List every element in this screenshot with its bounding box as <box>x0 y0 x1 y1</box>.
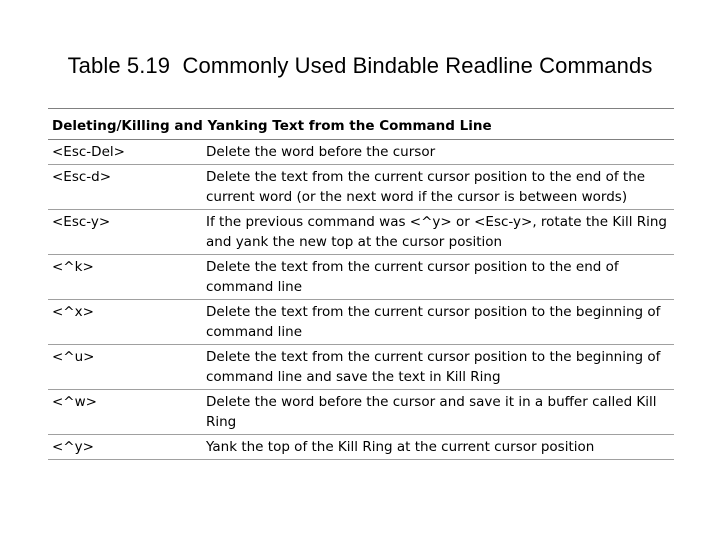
command-key: <^x> <box>48 300 200 345</box>
readline-commands-table <box>48 108 674 460</box>
table-header-row <box>48 109 674 140</box>
command-key: <Esc-y> <box>48 210 200 255</box>
command-key: <Esc-d> <box>48 165 200 210</box>
command-description: Delete the word before the cursor and save it in a buffer called Kill Ring <box>200 390 674 435</box>
table-row <box>48 390 674 435</box>
table-row <box>48 140 674 165</box>
table-row <box>48 255 674 300</box>
table-row <box>48 210 674 255</box>
table-row <box>48 300 674 345</box>
command-description: Delete the text from the current cursor position to the beginning of command line <box>200 300 674 345</box>
command-description: If the previous command was <^y> or <Esc-y>, rotate the Kill Ring and yank the new top at the cursor position <box>200 210 674 255</box>
table-section-header: Deleting/Killing and Yanking Text from the Command Line <box>48 109 674 140</box>
command-key: <^k> <box>48 255 200 300</box>
command-description: Delete the text from the current cursor position to the end of the current word (or the next word if the cursor is between words) <box>200 165 674 210</box>
table-row <box>48 165 674 210</box>
slide-title: Table 5.19 Commonly Used Bindable Readline Commands <box>67 53 653 78</box>
command-key: <^w> <box>48 390 200 435</box>
command-key: <^y> <box>48 435 200 460</box>
table-row <box>48 345 674 390</box>
command-key: <Esc-Del> <box>48 140 200 165</box>
command-description: Delete the word before the cursor <box>200 140 674 165</box>
command-description: Delete the text from the current cursor position to the beginning of command line and save the text in Kill Ring <box>200 345 674 390</box>
command-key: <^u> <box>48 345 200 390</box>
table-row <box>48 435 674 460</box>
command-description: Delete the text from the current cursor position to the end of command line <box>200 255 674 300</box>
command-description: Yank the top of the Kill Ring at the current cursor position <box>200 435 674 460</box>
